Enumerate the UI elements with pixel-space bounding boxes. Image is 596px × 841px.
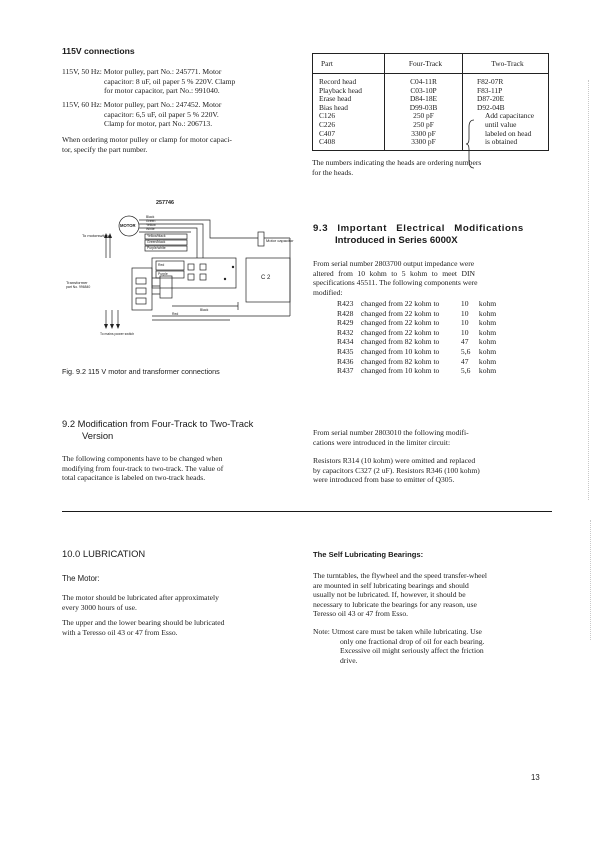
text-line: with a Teresso oil 43 or 47 from Esso. — [62, 627, 178, 637]
table-cell: D84-18E — [385, 95, 463, 104]
text-line: 115V, 50 Hz: Motor pulley, part No.: 245771. Motor — [62, 67, 222, 76]
text-line: Resistors R314 (10 kohm) were omitted and replaced — [313, 456, 476, 465]
text-line: only one fractional drop of oil for each bearing. — [340, 636, 485, 646]
title-line: 9.2 Modification from Four-Track to Two-Track — [62, 418, 254, 429]
table-cell: Playback head — [313, 87, 385, 96]
table-cell: D92-04B — [463, 104, 549, 113]
transformer-label — [66, 280, 90, 290]
text-line: total capacitance is labeled on two-track heads. — [62, 473, 206, 483]
text-line: for motor capacitor, part No.: 991040. — [104, 86, 220, 96]
text-line: The following components have to be changed when — [62, 454, 223, 463]
wire-label: Red — [158, 263, 165, 267]
wiring-diagram-svg — [60, 198, 310, 358]
bearings-heading: The Self Lubricating Bearings: — [313, 550, 424, 559]
table-row — [313, 138, 549, 150]
text-line: capacitor: 6,5 uF, oil paper 5 % 220V. — [104, 109, 219, 119]
table-cell: F83-11P — [463, 87, 549, 96]
title-line: Version — [82, 430, 114, 441]
text-line: by capacitors C327 (2 uF). Resistors R346 (100 kohm) — [313, 465, 480, 475]
text-line: are mounted in self lubricating bearings and should — [313, 580, 469, 590]
text-line: tor, specify the part number. — [62, 144, 148, 154]
motor-heading: The Motor: — [62, 574, 100, 583]
section-9-3-intro — [313, 259, 553, 297]
lubrication-note — [313, 627, 555, 665]
text-line: The motor should be lubricated after approximately — [62, 593, 219, 602]
motor-bearing-oil — [62, 618, 302, 637]
table-cell: F82-07R — [463, 74, 549, 87]
text-line: From serial number 2803010 the following modifi- — [313, 428, 469, 437]
to-motor-switch-label: To motorswitch — [82, 233, 109, 238]
scan-edge-mark — [590, 520, 591, 640]
motor-capacitor-label: Motor capacitor — [266, 238, 294, 243]
motor-label: MOTOR — [120, 223, 136, 228]
list-item: R423 changed from 22 kohm to 10 kohm — [337, 299, 497, 308]
table-cell: labeled on head — [463, 130, 549, 139]
wire-label: Purple/white — [147, 246, 166, 250]
limiter-intro — [313, 428, 553, 447]
wire-label: Yellow/black — [147, 234, 166, 238]
transformer-name: Transformer — [66, 280, 88, 285]
wire-label: Purple — [158, 272, 168, 276]
wire-label: White — [146, 227, 155, 231]
list-item: R435 changed from 10 kohm to 5,6 kohm — [337, 346, 497, 356]
text-line: cations were introduced in the limiter circuit: — [313, 437, 451, 447]
table-cell: C407 — [313, 130, 385, 139]
title-line: Introduced in Series 6000X — [335, 235, 458, 246]
table-cell: C04-11R — [385, 74, 463, 87]
section-10-title: 10.0 LUBRICATION — [62, 548, 146, 559]
text-line: Clamp for motor, part No.: 206713. — [104, 119, 213, 129]
table-header-two-track: Two-Track — [463, 54, 549, 74]
table-cell: D99-03B — [385, 104, 463, 113]
limiter-resistors — [313, 456, 553, 485]
title-line: 9.3 Important Electrical Modifications — [313, 223, 524, 234]
page-number: 13 — [531, 773, 540, 782]
list-item: R428 changed from 22 kohm to 10 kohm — [337, 308, 497, 318]
section-divider — [62, 511, 552, 512]
text-line: Excessive oil might seriously affect the friction — [340, 646, 484, 656]
parts-table — [312, 53, 549, 151]
text-line: were introduced from base to emitter of Q305. — [313, 475, 455, 485]
text-line: every 3000 hours of use. — [62, 602, 137, 612]
table-cell: until value — [463, 121, 549, 130]
wire-label: Black — [146, 215, 155, 219]
text-line: When ordering motor pulley or clamp for motor capaci- — [62, 135, 232, 144]
table-cell: C126 — [313, 112, 385, 121]
table-cell: C03-10P — [385, 87, 463, 96]
wire-label: Black — [200, 308, 209, 312]
table-cell: 3300 pF — [385, 130, 463, 139]
table-header-part: Part — [313, 54, 385, 74]
list-item: R432 changed from 22 kohm to 10 kohm — [337, 327, 497, 337]
text-line: Teresso oil 43 or 47 from Esso. — [313, 609, 409, 619]
table-row — [313, 74, 549, 87]
capacitor-c2-label: C 2 — [261, 275, 271, 281]
text-line: drive. — [340, 655, 358, 665]
text-line: 115V, 60 Hz: Motor pulley, part No.: 247452. Motor — [62, 100, 222, 109]
text-line: The upper and the lower bearing should be lubricated — [62, 618, 225, 627]
table-cell: Record head — [313, 74, 385, 87]
table-cell: C226 — [313, 121, 385, 130]
wire-label: Yellow — [146, 223, 156, 227]
section-9-3-title — [313, 223, 553, 247]
text-line: The numbers indicating the heads are ordering numbers — [312, 158, 482, 167]
text-line: capacitor: 8 uF, oil paper 5 % 220V. Clamp — [104, 76, 236, 86]
list-item: R436 changed from 82 kohm to 47 kohm — [337, 356, 497, 366]
wire-label: Red — [172, 312, 179, 316]
figure-part-number: 257746 — [156, 200, 174, 206]
text-line: necessary to lubricate the bearings for any reason, use — [313, 599, 477, 609]
table-cell: Add capacitance — [463, 112, 549, 121]
figure-caption: Fig. 9.2 115 V motor and transformer connections — [62, 367, 220, 376]
wire-label: Green/black — [147, 240, 166, 244]
table-cell: C408 — [313, 138, 385, 150]
table-cell: Erase head — [313, 95, 385, 104]
scan-edge-mark — [588, 80, 589, 500]
resistor-change-list — [337, 299, 557, 376]
text-line: specifications 45511. The following components were — [313, 278, 478, 288]
table-header-four-track: Four-Track — [385, 54, 463, 74]
list-item: R434 changed from 82 kohm to 47 kohm — [337, 337, 497, 347]
table-cell: 3300 pF — [385, 138, 463, 150]
text-line: modifying from four-track to two-track. The value of — [62, 463, 224, 473]
text-line: altered from 10 kohm to 5 kohm to meet DIN — [313, 268, 475, 278]
text-line: From serial number 2803700 output impedance were — [313, 259, 475, 268]
bearings-paragraph — [313, 571, 555, 619]
wiring-diagram — [60, 198, 310, 358]
connections-paragraph-50hz — [62, 67, 302, 96]
table-cell: 250 pF — [385, 112, 463, 121]
table-cell: D87-20E — [463, 95, 549, 104]
list-item: R429 changed from 22 kohm to 10 kohm — [337, 318, 497, 328]
table-cell: Bias head — [313, 104, 385, 113]
text-line: usually not be lubricated. If, however, it should be — [313, 590, 466, 600]
section-9-2-body — [62, 454, 302, 483]
transformer-part-number: part No. 996840 — [66, 285, 91, 289]
wire-label: Green — [146, 219, 156, 223]
parts-table-wrapper — [312, 53, 549, 151]
table-cell: 250 pF — [385, 121, 463, 130]
list-item: R437 changed from 10 kohm to 5,6 kohm — [337, 366, 497, 376]
connections-paragraph-60hz — [62, 100, 302, 129]
text-line: The turntables, the flywheel and the speed transfer-wheel — [313, 571, 488, 580]
text-line: Note: Utmost care must be taken while lubricating. Use — [313, 627, 482, 636]
to-mains-label: To mains power switch — [100, 332, 135, 336]
text-line: for the heads. — [312, 167, 354, 177]
connections-ordering-note — [62, 135, 302, 154]
section-9-2-title — [62, 418, 253, 442]
table-cell: is obtained — [463, 138, 549, 150]
parts-table-note — [312, 158, 552, 177]
motor-lubrication-interval — [62, 593, 302, 612]
connections-heading: 115V connections — [62, 46, 135, 56]
text-line: modified: — [313, 287, 343, 297]
